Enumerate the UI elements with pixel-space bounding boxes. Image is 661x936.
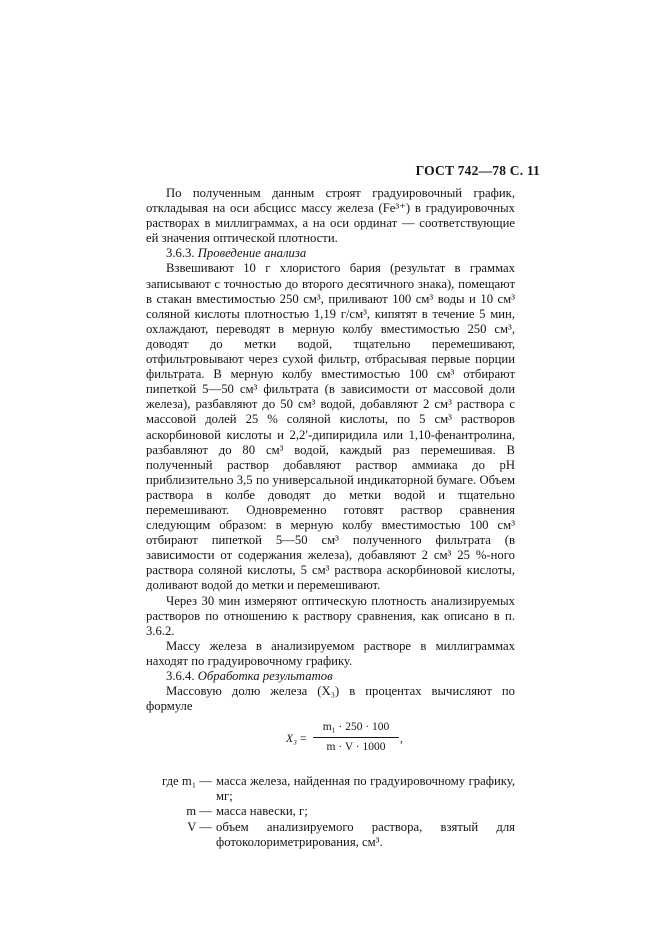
section-3-6-4-heading <box>146 669 515 684</box>
definition-label: m — <box>186 804 212 819</box>
paragraph-iron-mass: Массу железа в анализируемом растворе в миллиграммах находят по градуировочному графику. <box>146 638 515 668</box>
section-number: 3.6.4. <box>166 669 195 683</box>
paragraph-measurement: Через 30 мин измеряют оптическую плотность анализируемых растворов по отношению к раствору сравнения, как описано в п. 3.6.2. <box>146 593 515 638</box>
definition-text: масса железа, найденная по градуировочному графику, мг; <box>216 774 515 804</box>
fraction-bar <box>313 737 399 738</box>
definition-text: масса навески, г; <box>216 804 308 819</box>
definition-v <box>146 820 515 850</box>
formula-lhs: X₃ <box>286 733 298 746</box>
definition-text: объем анализируемого раствора, взятый для фотоколориметрирования, см³. <box>216 819 515 849</box>
formula-x3 <box>146 718 515 770</box>
page-header: ГОСТ 742—78 С. 11 <box>415 163 540 178</box>
definition-m <box>146 804 515 819</box>
definition-m1 <box>146 774 515 804</box>
section-number: 3.6.3. <box>166 246 195 261</box>
definition-label: V — <box>187 819 212 834</box>
formula-denominator: m · V · 1000 <box>326 741 386 754</box>
definition-label: где m₁ — <box>162 774 212 789</box>
variable-definitions <box>146 774 515 849</box>
formula-comma: , <box>400 733 403 746</box>
formula-numerator: m₁ · 250 · 100 <box>322 721 390 734</box>
formula-equals: = <box>300 733 307 746</box>
paragraph-calibration-graph: По полученным данным строят градуировочный график, откладывая на оси абсцисс массу железа (Fe³⁺) в градуировочных растворах в миллиграммах, а на оси ординат — соответствующие ей значения оптической плотности. <box>146 186 515 246</box>
section-title: Обработка результатов <box>197 669 333 683</box>
paragraph-formula-intro: Массовую долю железа (X₃) в процентах вычисляют по формуле <box>146 684 515 714</box>
paragraph-analysis-procedure: Взвешивают 10 г хлористого бария (результат в граммах записывают с точностью до второго десятичного знака), помещают в стакан вместимостью 250 см³, приливают 100 см³ воды и 10 см³ соляной кислоты плотностью 1,19 г/см³, кипятят в течение 5 мин, охлаждают, переводят в мерную колбу вместимостью 250 см³, доводят до метки водой, тщательно перемешивают, отфильтровывают через сухой фильтр, отбрасывая первые порции фильтрата. В мерную колбу вместимостью 100 см³ отбирают пипеткой 5—50 см³ фильтрата (в зависимости от массовой доли железа), разбавляют до 50 см³ водой, добавляют 2 см³ раствора с массовой долей 25 % соляной кислоты, по 5 см³ растворов аскорбиновой кислоты и 2,2′-дипиридила или 1,10-фенантролина, разбавляют до 80 см³ водой, каждый раз перемешивая. В полученный раствор добавляют раствор аммиака до pH приблизительно 3,5 по универсальной индикаторной бумаге. Объем раствора в колбе доводят до метки водой и тщательно перемешивают. Одновременно готовят раствор сравнения следующим образом: в мерную колбу вместимостью 100 см³ отбирают пипеткой 5—50 см³ полученного фильтрата (в зависимости от содержания железа), добавляют 2 см³ 25 %-ного раствора соляной кислоты, 5 см³ раствора аскорбиновой кислоты, доливают водой до метки и перемешивают. <box>146 261 515 593</box>
document-body <box>146 186 515 850</box>
section-3-6-3-heading <box>146 246 515 261</box>
section-title: Проведение анализа <box>197 246 307 261</box>
